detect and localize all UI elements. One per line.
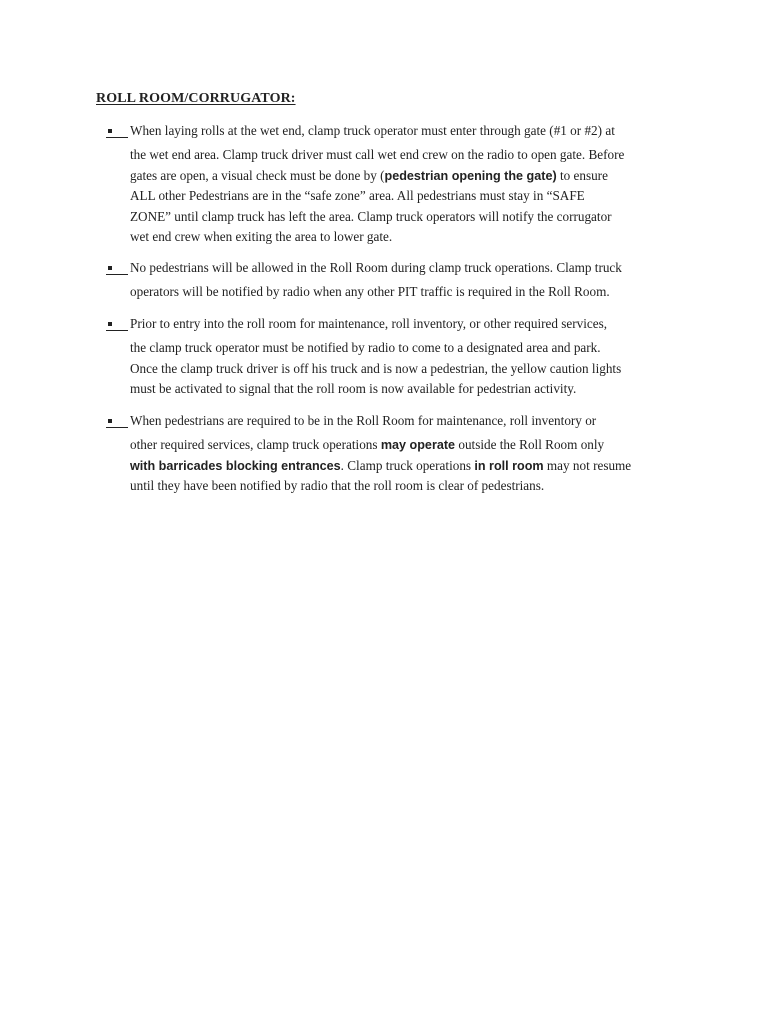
bullet-item-3 bbox=[104, 314, 704, 400]
bold-phrase: with barricades blocking entrances bbox=[130, 458, 341, 473]
bullet-body bbox=[130, 141, 690, 248]
body-line: other required services, clamp truck operations may operate outside the Roll Room only bbox=[130, 437, 605, 452]
bullet-body bbox=[130, 334, 690, 400]
bullet-item-1 bbox=[104, 121, 704, 248]
bullet-first-line: When laying rolls at the wet end, clamp truck operator must enter through gate (#1 or #2) at bbox=[130, 123, 615, 138]
body-line: operators will be notified by radio when any other PIT traffic is required in the Roll Room. bbox=[130, 284, 610, 299]
bullet-body bbox=[130, 431, 690, 497]
bullet-item-2 bbox=[104, 258, 704, 303]
bullet-marker bbox=[104, 258, 130, 278]
body-line: with barricades blocking entrances. Clamp truck operations in roll room may not resume bbox=[130, 457, 632, 473]
section-heading: ROLL ROOM/CORRUGATOR: bbox=[96, 91, 296, 106]
body-line: ALL other Pedestrians are in the “safe zone” area. All pedestrians must stay in “SAFE bbox=[130, 188, 585, 204]
bullet-body bbox=[130, 278, 690, 303]
body-line: must be activated to signal that the roll room is now available for pedestrian activity. bbox=[130, 381, 577, 397]
bullet-first-line: When pedestrians are required to be in the Roll Room for maintenance, roll inventory or bbox=[130, 413, 597, 428]
body-line: ZONE” until clamp truck has left the area. Clamp truck operators will notify the corrugator bbox=[130, 208, 612, 224]
bullet-marker bbox=[104, 314, 130, 334]
body-line: the clamp truck operator must be notified by radio to come to a designated area and park. bbox=[130, 340, 601, 355]
body-line: wet end crew when exiting the area to lower gate. bbox=[130, 229, 393, 245]
bullet-marker bbox=[104, 411, 130, 431]
body-line: Once the clamp truck driver is off his truck and is now a pedestrian, the yellow caution lights bbox=[130, 360, 622, 376]
bullet-item-4 bbox=[104, 411, 704, 497]
body-line: until they have been notified by radio that the roll room is clear of pedestrians. bbox=[130, 478, 545, 494]
bold-phrase: pedestrian opening the gate) bbox=[384, 168, 557, 183]
bullet-first-line: No pedestrians will be allowed in the Roll Room during clamp truck operations. Clamp truck bbox=[130, 260, 622, 275]
bullet-marker bbox=[104, 121, 130, 141]
bullet-first-line: Prior to entry into the roll room for maintenance, roll inventory, or other required services, bbox=[130, 316, 608, 331]
bold-phrase: in roll room bbox=[474, 458, 544, 473]
body-line: gates are open, a visual check must be done by (pedestrian opening the gate) to ensure bbox=[130, 167, 608, 183]
bold-phrase: may operate bbox=[380, 438, 456, 452]
body-line: the wet end area. Clamp truck driver must call wet end crew on the radio to open gate. Before bbox=[130, 147, 625, 162]
